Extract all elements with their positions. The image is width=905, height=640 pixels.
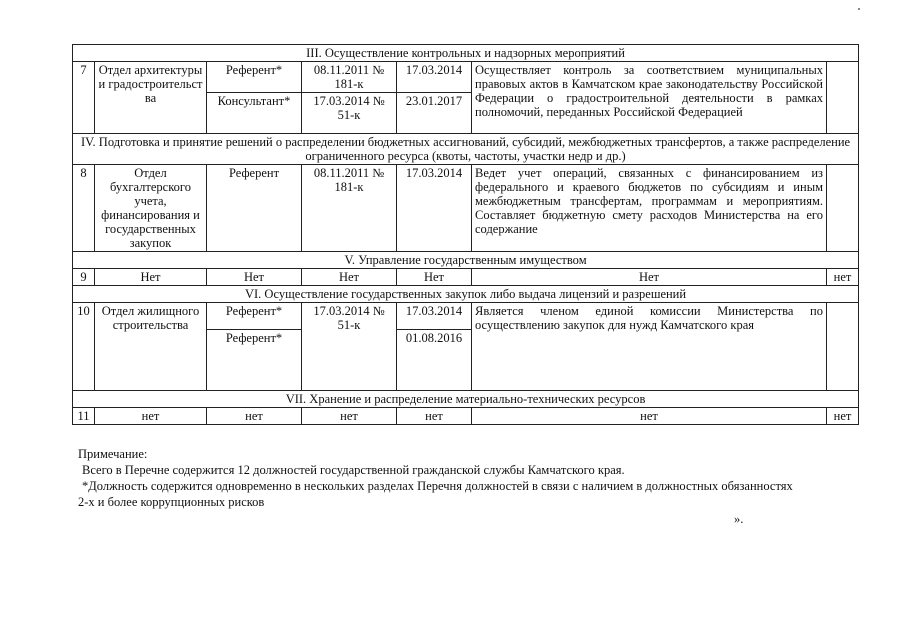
department-cell: Отдел жилищного строительства [95, 303, 207, 391]
department-cell: Отдел архитектуры и градостроительст ва [95, 62, 207, 134]
table-row [73, 269, 859, 286]
position-cell: Консультант* [207, 93, 302, 134]
date-cell: 17.03.2014 [397, 165, 472, 252]
closing-quote: ». [734, 512, 744, 526]
order-cell: 08.11.2011 № 181-к [302, 62, 397, 93]
description-cell: нет [472, 408, 827, 425]
department-cell: нет [95, 408, 207, 425]
order-cell: Нет [302, 269, 397, 286]
row-number: 9 [73, 269, 95, 286]
description-cell: Осуществляет контроль за соответствием муниципальных правовых актов в Камчатском крае законодательству Российской Федерации о градостроительной деятельности в рамках полномочий, переданных Российской Федерацией [472, 62, 827, 134]
department-cell: Отдел бухгалтерского учета, финансирования и государственных закупок [95, 165, 207, 252]
notes-line: *Должность содержится одновременно в нескольких разделах Перечня должностей в связи с наличием в должностных обязанностях [82, 479, 793, 493]
table-row [73, 408, 859, 425]
section-header: III. Осуществление контрольных и надзорных мероприятий [73, 45, 859, 62]
description-cell: Нет [472, 269, 827, 286]
notes-line: 2-х и более коррупционных рисков [78, 495, 265, 509]
date-cell: 01.08.2016 [397, 330, 472, 391]
table-row [73, 165, 859, 252]
notes-title: Примечание: [78, 447, 148, 461]
date-cell: 17.03.2014 [397, 303, 472, 330]
date-cell: 23.01.2017 [397, 93, 472, 134]
positions-table [72, 44, 859, 425]
row-number: 11 [73, 408, 95, 425]
date-cell: нет [397, 408, 472, 425]
section-row [73, 134, 859, 165]
position-cell: Нет [207, 269, 302, 286]
position-cell: нет [207, 408, 302, 425]
description-cell: Является членом единой комиссии Министерства по осуществлению закупок для нужд Камчатского края [472, 303, 827, 391]
notes-block [78, 446, 858, 510]
extra-cell [827, 62, 859, 134]
extra-cell: нет [827, 408, 859, 425]
description-cell: Ведет учет операций, связанных с финансированием из федерального и краевого бюджетов по субсидиям и иным межбюджетным трансфертам, программам и мероприятиям. Составляет бюджетную смету расходов Министерства на его содержание [472, 165, 827, 252]
section-header: V. Управление государственным имуществом [73, 252, 859, 269]
position-cell: Референт* [207, 330, 302, 391]
date-cell: Нет [397, 269, 472, 286]
order-cell: 17.03.2014 № 51-к [302, 303, 397, 391]
department-cell: Нет [95, 269, 207, 286]
section-row [73, 286, 859, 303]
extra-cell [827, 303, 859, 391]
row-number: 8 [73, 165, 95, 252]
section-header: VII. Хранение и распределение материально-технических ресурсов [73, 391, 859, 408]
section-header: IV. Подготовка и принятие решений о распределении бюджетных ассигнований, субсидий, межбюджетных трансфертов, а также распределение ограниченного ресурса (квоты, частоты, участки недр и др.) [73, 134, 859, 165]
section-header: VI. Осуществление государственных закупок либо выдача лицензий и разрешений [73, 286, 859, 303]
table-row [73, 303, 859, 330]
table-row [73, 62, 859, 93]
scan-speck [858, 8, 860, 10]
row-number: 10 [73, 303, 95, 391]
position-cell: Референт* [207, 62, 302, 93]
order-cell: 17.03.2014 № 51-к [302, 93, 397, 134]
section-row [73, 252, 859, 269]
section-row [73, 391, 859, 408]
notes-line: Всего в Перечне содержится 12 должностей государственной гражданской службы Камчатского края. [82, 463, 625, 477]
extra-cell: нет [827, 269, 859, 286]
row-number: 7 [73, 62, 95, 134]
date-cell: 17.03.2014 [397, 62, 472, 93]
extra-cell [827, 165, 859, 252]
order-cell: нет [302, 408, 397, 425]
order-cell: 08.11.2011 № 181-к [302, 165, 397, 252]
section-row [73, 45, 859, 62]
position-cell: Референт* [207, 303, 302, 330]
position-cell: Референт [207, 165, 302, 252]
